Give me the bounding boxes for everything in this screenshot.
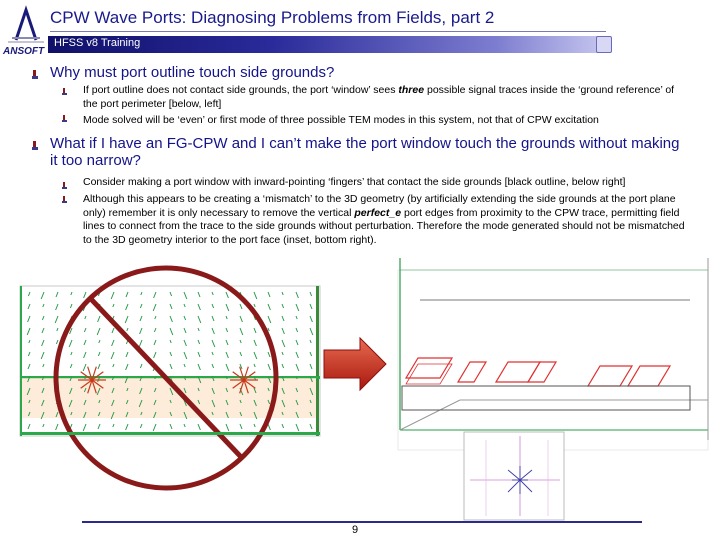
bullet-q2-sub1: Consider making a port window with inward-pointing ‘fingers’ that contact the side grounds [black outline, below right] (83, 176, 626, 188)
bullet-q2: What if I have an FG-CPW and I can’t make the port window touch the grounds without making it too narrow? (50, 135, 680, 169)
logo-text: ANSOFT (3, 46, 45, 56)
subtitle-text: HFSS v8 Training (54, 37, 141, 49)
bullet-q1: Why must port outline touch side grounds? (50, 64, 335, 81)
inset-mode-field (464, 432, 564, 520)
page-number: 9 (352, 524, 359, 536)
page-title: CPW Wave Ports: Diagnosing Problems from Fields, part 2 (50, 8, 495, 27)
port-model-right (398, 258, 708, 450)
bullet-q2-sub2: Although this appears to be creating a ‘mismatch’ to the 3D geometry (by artificially extending the side grounds at the port plane only) remember it is only necessary to remove the vertical perfect_e port edges from proximity to the CPW trace, permitting field lines to connect from the trace to the side grounds without perturbation. Therefore the mode generated should not be mismatched to the 3D geometry interior to the port face (inset, bottom right). (83, 193, 685, 246)
transition-arrow-icon (324, 338, 386, 390)
footer-divider (82, 521, 642, 523)
field-plot-left (20, 268, 320, 488)
bullet-q1-sub1: If port outline does not contact side grounds, the port ‘window’ sees three possible signal traces inside the ‘ground reference’ of the port perimeter [below, left] (83, 84, 675, 110)
bullet-q1-sub2: Mode solved will be ‘even’ or first mode of three possible TEM modes in this system, not that of CPW excitation (83, 114, 599, 126)
